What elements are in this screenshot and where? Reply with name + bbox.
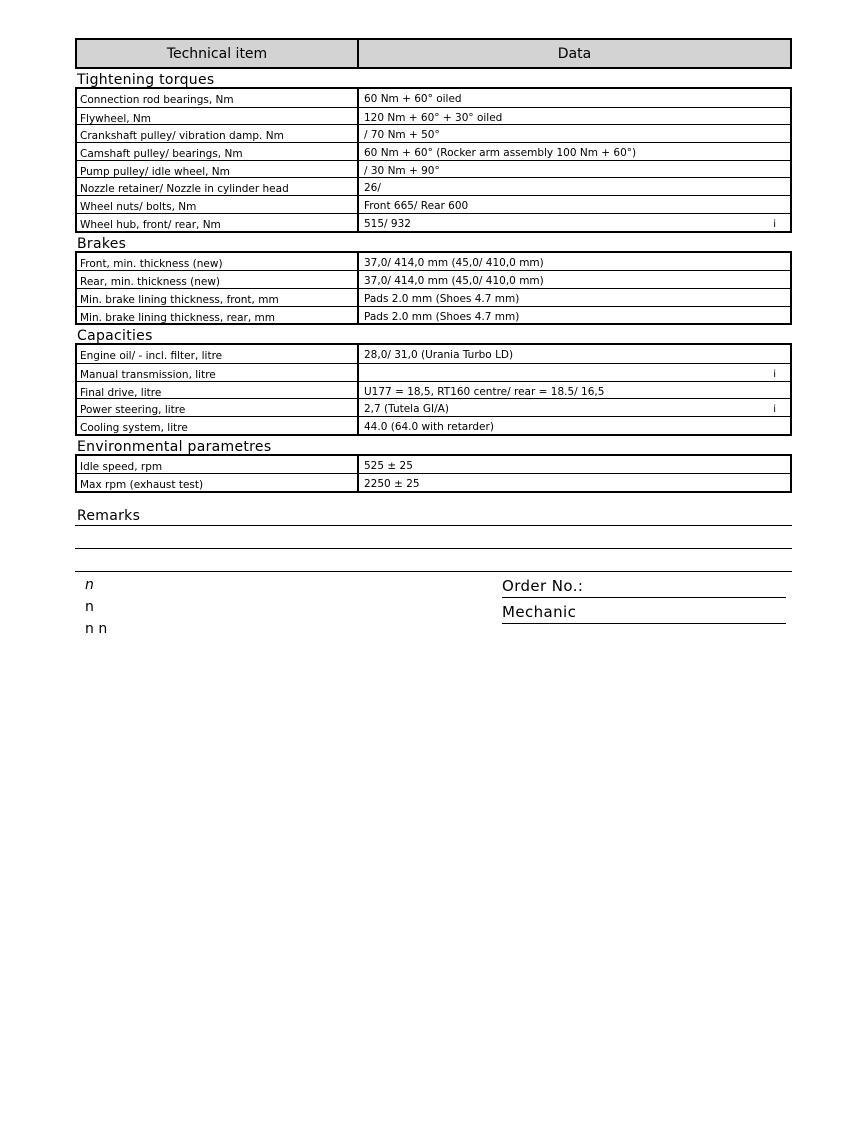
value-text: / 30 Nm + 90° [364, 164, 440, 177]
value-text: 26/ [364, 182, 381, 195]
header-technical-item: Technical item [77, 40, 359, 67]
value-text: 525 ± 25 [364, 459, 413, 472]
remarks-line-2[interactable] [75, 548, 792, 549]
section-title-environment: Environmental parametres [77, 438, 272, 455]
row-value [359, 108, 790, 125]
table-row [77, 306, 790, 324]
row-label: Wheel nuts/ bolts, Nm [77, 196, 359, 213]
table-row [77, 363, 790, 381]
section-title-capacities: Capacities [77, 328, 153, 345]
row-label: Connection rod bearings, Nm [77, 89, 359, 107]
row-value [359, 364, 790, 381]
row-value [359, 178, 790, 195]
table-row [77, 253, 790, 271]
row-value [359, 161, 790, 178]
order-number-label: Order No.: [502, 577, 584, 595]
table-row [77, 142, 790, 160]
remarks-title: Remarks [77, 508, 141, 525]
technical-data-sheet [75, 38, 792, 572]
mechanic-field[interactable] [502, 601, 786, 624]
table-row [77, 160, 790, 178]
row-label: Rear, min. thickness (new) [77, 271, 359, 288]
row-label: Camshaft pulley/ bearings, Nm [77, 143, 359, 160]
table-row [77, 456, 790, 474]
row-label: Wheel hub, front/ rear, Nm [77, 214, 359, 231]
signature-line-3: n n [85, 621, 108, 637]
section-title-torques: Tightening torques [77, 72, 215, 88]
value-text: Pads 2.0 mm (Shoes 4.7 mm) [364, 292, 520, 305]
table-row [77, 473, 790, 491]
value-text: 44.0 (64.0 with retarder) [364, 421, 494, 433]
row-label: Max rpm (exhaust test) [77, 474, 359, 491]
table-row [77, 288, 790, 306]
row-label: Flywheel, Nm [77, 108, 359, 125]
signature-block [85, 574, 345, 640]
row-value [359, 253, 790, 271]
row-value [359, 143, 790, 160]
value-text: 28,0/ 31,0 (Urania Turbo LD) [364, 349, 514, 362]
row-value [359, 382, 790, 399]
row-value [359, 271, 790, 288]
value-text: 120 Nm + 60° + 30° oiled [364, 111, 503, 124]
row-value [359, 399, 790, 416]
table-row [77, 416, 790, 434]
row-label: Min. brake lining thickness, rear, mm [77, 307, 359, 324]
signature-line-1: n [85, 577, 94, 593]
row-label: Front, min. thickness (new) [77, 253, 359, 271]
order-number-field[interactable] [502, 575, 786, 598]
table-row [77, 270, 790, 288]
row-value [359, 456, 790, 474]
row-label: Idle speed, rpm [77, 456, 359, 474]
row-label: Engine oil/ - incl. filter, litre [77, 345, 359, 363]
row-label: Manual transmission, litre [77, 364, 359, 381]
table-header [75, 38, 792, 69]
row-value [359, 89, 790, 107]
table-row [77, 345, 790, 363]
table-row [77, 213, 790, 231]
value-text: 2250 ± 25 [364, 478, 420, 491]
value-text: 515/ 932 [364, 217, 411, 230]
row-value [359, 196, 790, 213]
row-value [359, 474, 790, 491]
value-text: 2,7 (Tutela GI/A) [364, 403, 449, 416]
table-row [77, 177, 790, 195]
table-row [77, 124, 790, 142]
value-text: 60 Nm + 60° oiled [364, 93, 462, 105]
table-row [77, 195, 790, 213]
remarks-line-3[interactable] [75, 571, 792, 572]
header-data: Data [557, 45, 592, 62]
value-text: / 70 Nm + 50° [364, 129, 440, 142]
row-label: Min. brake lining thickness, front, mm [77, 289, 359, 306]
row-label: Crankshaft pulley/ vibration damp. Nm [77, 125, 359, 142]
value-text: 37,0/ 414,0 mm (45,0/ 410,0 mm) [364, 256, 544, 269]
value-text: 37,0/ 414,0 mm (45,0/ 410,0 mm) [364, 275, 544, 288]
torques-table [75, 87, 792, 233]
capacities-table [75, 343, 792, 435]
row-label: Final drive, litre [77, 382, 359, 399]
remarks-line-1[interactable] [75, 525, 792, 526]
row-label: Cooling system, litre [77, 417, 359, 434]
row-value [359, 307, 790, 324]
value-text: Front 665/ Rear 600 [364, 200, 469, 213]
table-row [77, 89, 790, 107]
brakes-table [75, 251, 792, 326]
row-value [359, 417, 790, 434]
row-label: Power steering, litre [77, 399, 359, 416]
row-label: Pump pulley/ idle wheel, Nm [77, 161, 359, 178]
value-text: 60 Nm + 60° (Rocker arm assembly 100 Nm + 60°) [364, 147, 637, 160]
row-value [359, 289, 790, 306]
section-title-brakes: Brakes [77, 235, 127, 252]
info-icon[interactable]: i [773, 368, 776, 380]
row-value [359, 125, 790, 142]
table-row [77, 398, 790, 416]
row-label: Nozzle retainer/ Nozzle in cylinder head [77, 178, 359, 195]
info-icon[interactable]: i [773, 218, 776, 230]
info-icon[interactable]: i [773, 404, 776, 416]
environment-table [75, 454, 792, 493]
table-row [77, 107, 790, 125]
mechanic-label: Mechanic [502, 603, 577, 621]
signature-line-2: n [85, 599, 94, 615]
row-value [359, 214, 790, 231]
value-text: U177 = 18,5, RT160 centre/ rear = 18.5/ 16,5 [364, 385, 605, 398]
row-value [359, 345, 790, 363]
value-text: Pads 2.0 mm (Shoes 4.7 mm) [364, 310, 520, 323]
order-block [502, 575, 786, 627]
table-row [77, 381, 790, 399]
